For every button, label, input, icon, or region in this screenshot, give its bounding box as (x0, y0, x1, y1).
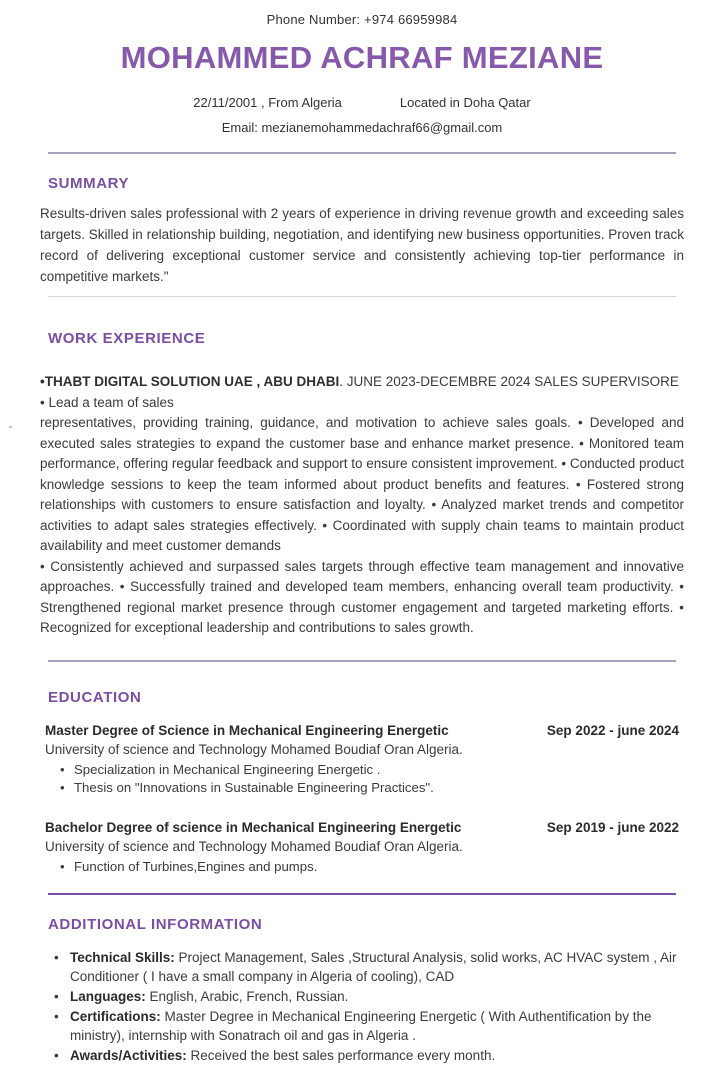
candidate-name: MOHAMMED ACHRAF MEZIANE (120, 40, 604, 75)
work-experience-body (40, 372, 684, 639)
work-lead-line: • Lead a team of sales (40, 394, 174, 410)
additional-item-label: Technical Skills: (70, 950, 175, 965)
additional-item-label: Awards/Activities: (70, 1048, 187, 1063)
email-address: Email: mezianemohammedachraf66@gmail.com (221, 120, 503, 135)
work-company-dates-role: . JUNE 2023-DECEMBRE 2024 SALES SUPERVISORE (339, 374, 679, 389)
education-bullets (45, 858, 679, 877)
additional-item-text (70, 987, 348, 1006)
education-bullet (45, 779, 679, 798)
education-bullet-text: Thesis on "Innovations in Sustainable Engineering Practices". (74, 780, 434, 795)
list-item-certifications (40, 1007, 684, 1045)
education-bullet-text: Specialization in Mechanical Engineering Energetic . (74, 761, 381, 777)
bullet-icon: • (54, 1048, 59, 1063)
list-item-awards (40, 1046, 684, 1065)
bullet-icon: • (54, 989, 59, 1004)
additional-item-text (70, 948, 684, 986)
additional-item-text (70, 1046, 495, 1065)
summary-paragraph: Results-driven sales professional with 2 years of experience in driving revenue growth and exceeding sales targets. Skilled in relationship building, negotiation, and identifying new business opportunities. Proven track record of delivering exceptional customer service and consistently achieving top-tier performance in competitive markets." (40, 206, 684, 284)
education-bullet-text: Function of Turbines,Engines and pumps. (74, 858, 318, 874)
divider-education (48, 893, 676, 895)
section-title-additional-information: ADDITIONAL INFORMATION (48, 916, 263, 933)
work-paragraph-2: • Consistently achieved and surpassed sales targets through effective team management and innovative approaches. • Successfully trained and developed team members, enhancing overall team productivity. • Strengthened regional market presence through customer engagement and targeted marketing efforts. • Recognized for exceptional leadership and contributions to sales growth. (40, 558, 684, 635)
work-company-line (40, 372, 684, 393)
bullet-icon: • (60, 761, 65, 777)
school-name: University of science and Technology Mohamed Boudiaf Oran Algeria. (45, 838, 463, 854)
education-entry-header (45, 723, 679, 738)
phone-number: Phone Number: +974 66959984 (266, 12, 458, 27)
additional-item-label: Certifications: (70, 1009, 161, 1024)
additional-item-text (70, 1007, 684, 1045)
additional-info-list (40, 948, 684, 1065)
additional-item-value: Received the best sales performance every month. (186, 1048, 496, 1063)
education-entry-header (45, 820, 679, 835)
work-company-name: •THABT DIGITAL SOLUTION UAE , ABU DHABI (40, 374, 340, 389)
section-title-summary: SUMMARY (48, 175, 130, 192)
bullet-icon: • (54, 1009, 59, 1024)
section-title-education: EDUCATION (48, 688, 142, 706)
bullet-icon: • (60, 858, 65, 874)
additional-item-label: Languages: (70, 989, 146, 1004)
additional-item-value: Project Management, Sales ,Structural Analysis, solid works, AC HVAC system , Air Conditioner ( I have a small company in Algeria of cooling), CAD (70, 950, 677, 984)
additional-item-value: Master Degree in Mechanical Engineering Energetic ( With Authentification by the ministry), internship with Sonatrach oil and gas in Algeria . (70, 1009, 652, 1043)
education-entry-master (45, 723, 679, 798)
list-item-technical-skills (40, 948, 684, 986)
education-entry-bachelor (45, 820, 679, 877)
education-bullet (45, 858, 679, 877)
divider-header (48, 152, 676, 154)
degree-title: Master Degree of Science in Mechanical Engineering Energetic (45, 722, 449, 738)
education-bullets (45, 761, 679, 798)
degree-title: Bachelor Degree of science in Mechanical Engineering Energetic (45, 819, 462, 835)
additional-item-value: English, Arabic, French, Russian. (145, 989, 349, 1004)
school-name: University of science and Technology Mohamed Boudiaf Oran Algeria. (45, 741, 463, 757)
scan-artifact-dot (9, 426, 12, 428)
personal-info-row (40, 95, 684, 110)
bullet-icon: • (60, 780, 65, 795)
bullet-icon: • (54, 950, 59, 965)
divider-work (48, 660, 676, 662)
work-paragraph-1: representatives, providing training, guidance, and motivation to achieve sales goals. • Developed and executed sales strategies to expand the customer base and enhance market presence. • Monitored team performance, offering regular feedback and support to ensure consistent improvement. • Conducted product knowledge sessions to keep the team informed about product benefits and features. • Fostered strong relationships with customers to ensure satisfaction and loyalty. • Analyzed market trends and competitor activities to adapt sales strategies effectively. • Coordinated with supply chain teams to maintain product availability and meet customer demands (40, 415, 684, 553)
degree-dates: Sep 2022 - june 2024 (546, 722, 679, 738)
birthdate-origin: 22/11/2001 , From Algeria (193, 95, 342, 110)
section-title-work-experience: WORK EXPERIENCE (48, 330, 206, 347)
degree-dates: Sep 2019 - june 2022 (546, 819, 679, 835)
education-bullet (45, 761, 679, 780)
current-location: Located in Doha Qatar (399, 95, 531, 110)
divider-summary (48, 296, 676, 297)
list-item-languages (40, 987, 684, 1006)
